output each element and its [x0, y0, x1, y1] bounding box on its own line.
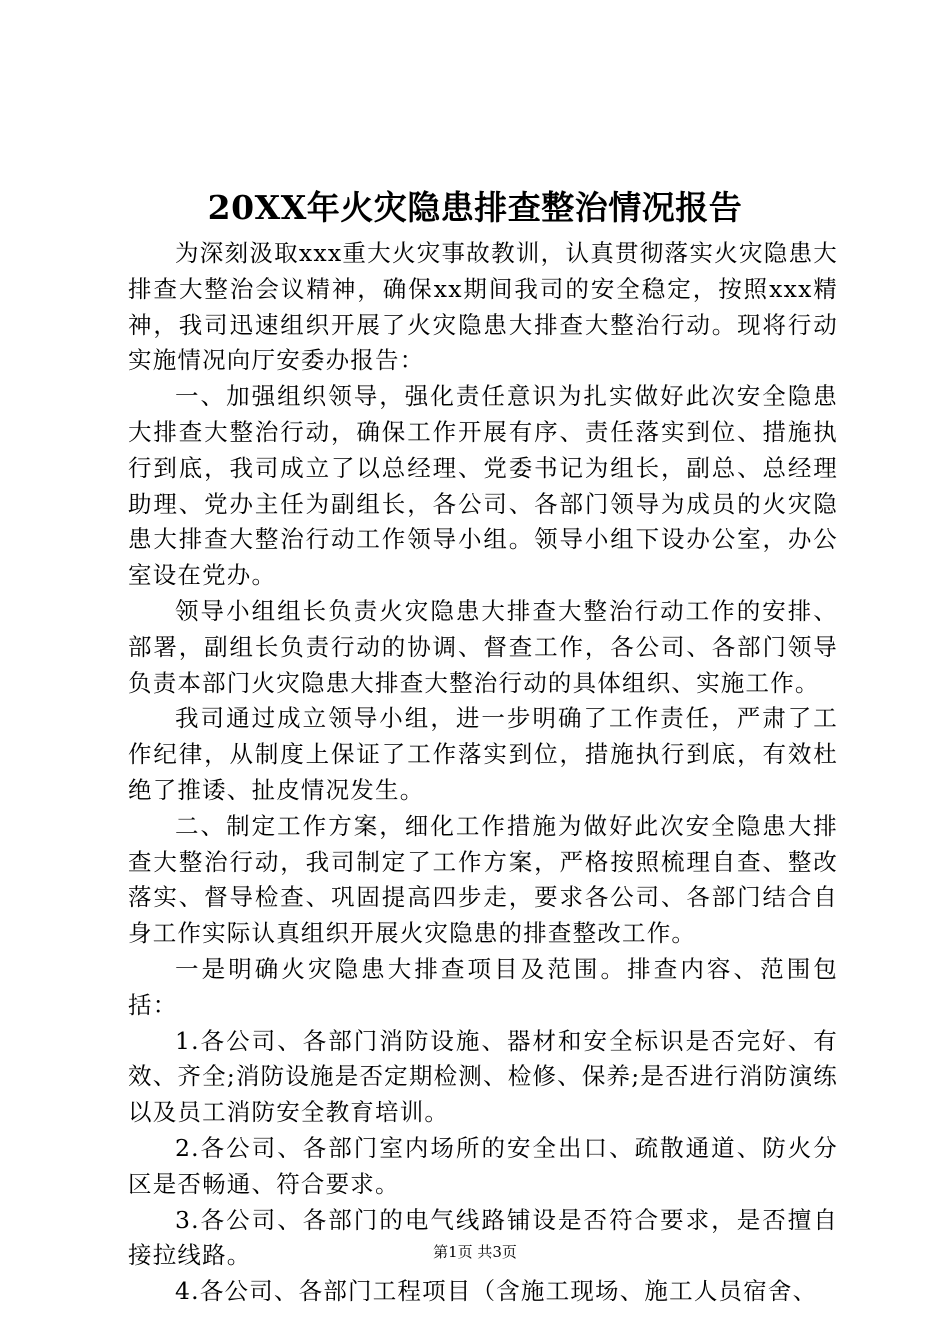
document-title: 20XX年火灾隐患排查整治情况报告: [207, 188, 743, 227]
list-item: 4.各公司、各部门工程项目（含施工现场、施工人员宿舍、: [175, 1277, 818, 1306]
list-item: 3.各公司、各部门的电气线路铺设是否符合要求，是否擅自接拉线路。: [128, 1205, 838, 1270]
list-item: 2.各公司、各部门室内场所的安全出口、疏散通道、防火分区是否畅通、符合要求。: [128, 1133, 838, 1198]
paragraph: 领导小组组长负责火灾隐患大排查大整治行动工作的安排、部署，副组长负责行动的协调、督查工作，各公司、各部门领导负责本部门火灾隐患大排查大整治行动的具体组织、实施工作。: [128, 596, 838, 697]
paragraph: 为深刻汲取xxx重大火灾事故教训，认真贯彻落实火灾隐患大排查大整治会议精神，确保xx期间我司的安全稳定，按照xxx精神，我司迅速组织开展了火灾隐患大排查大整治行动。现将行动实施情况向厅安委办报告：: [128, 239, 838, 375]
paragraph: 一是明确火灾隐患大排查项目及范围。排查内容、范围包括：: [128, 954, 838, 1019]
paragraph: 一、加强组织领导，强化责任意识为扎实做好此次安全隐患大排查大整治行动，确保工作开展有序、责任落实到位、措施执行到底，我司成立了以总经理、党委书记为组长，副总、总经理助理、党办主任为副组长，各公司、各部门领导为成员的火灾隐患大排查大整治行动工作领导小组。领导小组下设办公室，办公室设在党办。: [128, 382, 838, 590]
list-item: 1.各公司、各部门消防设施、器材和安全标识是否完好、有效、齐全;消防设施是否定期检测、检修、保养;是否进行消防演练以及员工消防安全教育培训。: [128, 1026, 838, 1127]
paragraph: 二、制定工作方案，细化工作措施为做好此次安全隐患大排查大整治行动，我司制定了工作方案，严格按照梳理自查、整改落实、督导检查、巩固提高四步走，要求各公司、各部门结合自身工作实际认真组织开展火灾隐患的排查整改工作。: [128, 811, 838, 948]
page-footer: 第1页 共3页: [433, 1243, 517, 1261]
document-body: [128, 236, 838, 1310]
paragraph: 我司通过成立领导小组，进一步明确了工作责任，严肃了工作纪律，从制度上保证了工作落实到位，措施执行到底，有效杜绝了推诿、扯皮情况发生。: [128, 704, 838, 804]
